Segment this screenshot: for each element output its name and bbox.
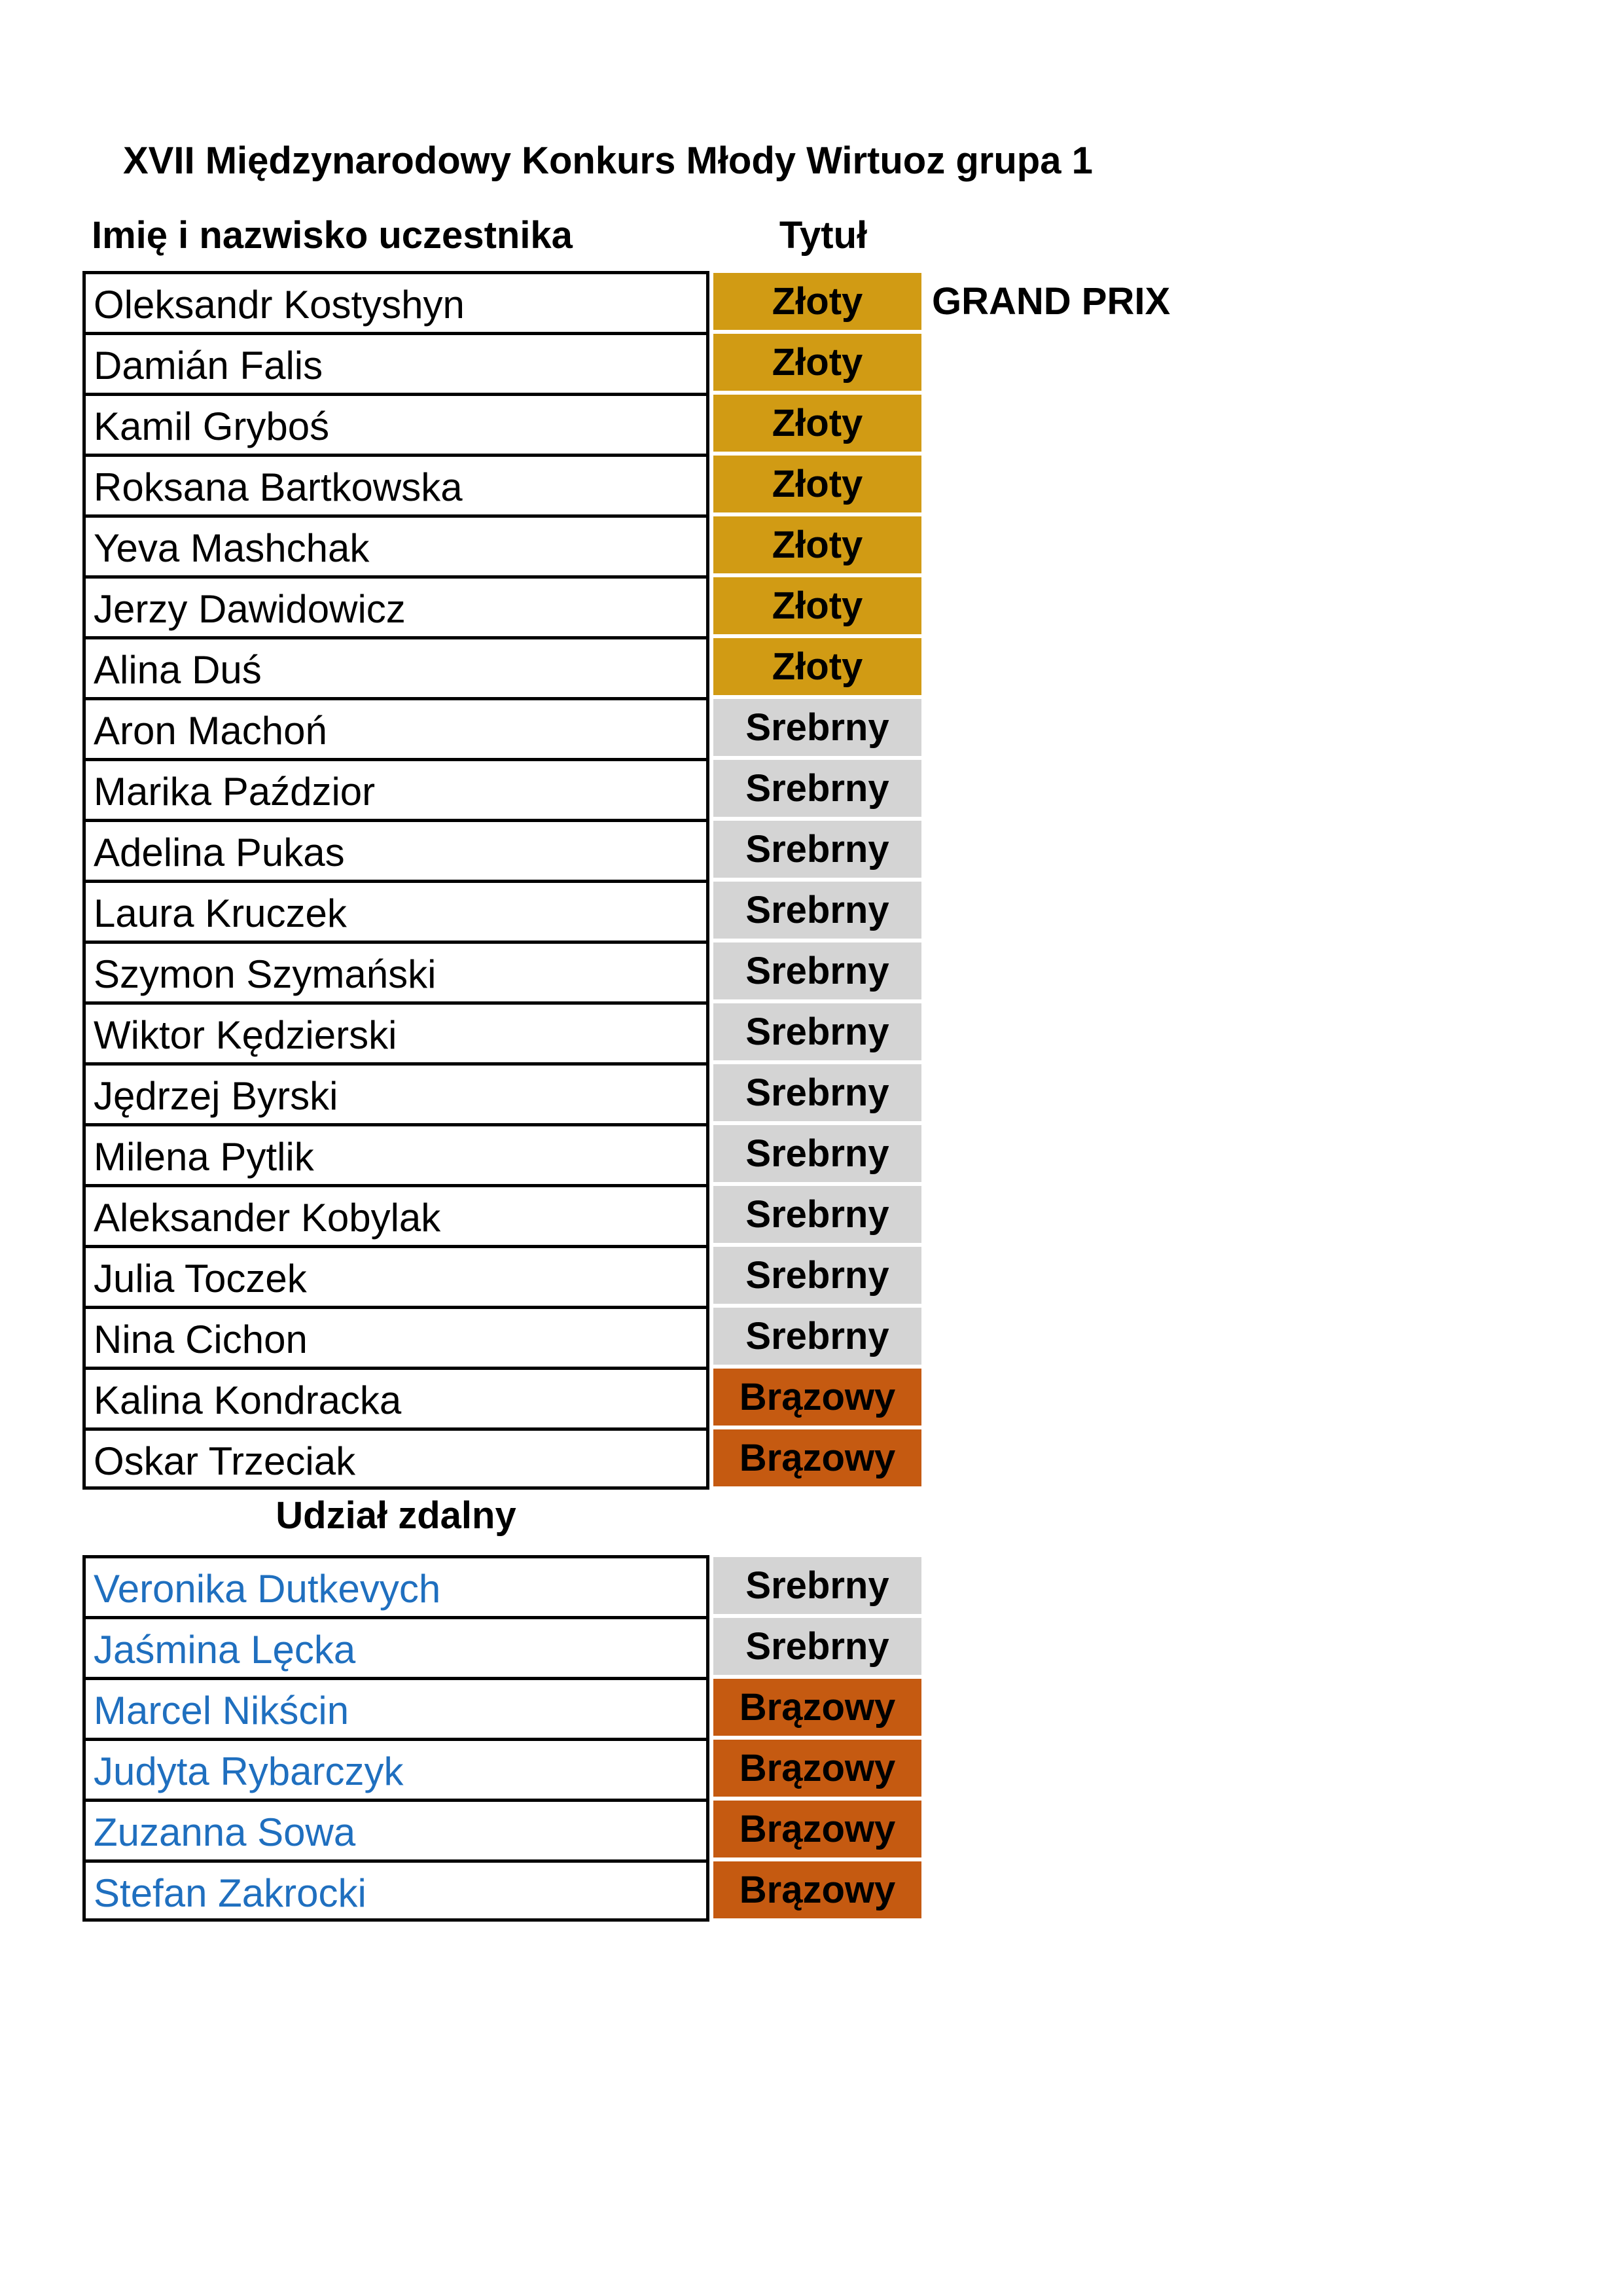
participant-name-cell <box>82 697 709 758</box>
award-cell: Brązowy <box>713 1429 921 1486</box>
award-cell: Złoty <box>713 577 921 634</box>
award-cell: Złoty <box>713 638 921 695</box>
participant-name: Marika Paździor <box>94 770 376 814</box>
award-cell: Złoty <box>713 516 921 573</box>
participant-name-cell <box>82 941 709 1001</box>
participant-name: Jerzy Dawidowicz <box>94 587 406 631</box>
table-row <box>82 941 1046 1001</box>
table-row <box>82 1427 1046 1488</box>
participant-name-cell <box>82 454 709 514</box>
table-row <box>82 454 1046 514</box>
participant-name: Adelina Pukas <box>94 831 345 874</box>
award-cell: Złoty <box>713 273 921 330</box>
table-row <box>82 1367 1046 1427</box>
participant-name-cell <box>82 1427 709 1490</box>
table-row <box>82 1799 1046 1859</box>
award-cell: Srebrny <box>713 821 921 878</box>
award-cell: Srebrny <box>713 1064 921 1121</box>
award-cell: Srebrny <box>713 760 921 817</box>
award-cell: Srebrny <box>713 1618 921 1675</box>
participant-name-cell <box>82 1184 709 1245</box>
participant-name: Kalina Kondracka <box>94 1378 402 1422</box>
participant-name: Aleksander Kobylak <box>94 1196 441 1240</box>
participant-name-cell <box>82 1062 709 1123</box>
award-cell: Brązowy <box>713 1369 921 1426</box>
award-cell: Złoty <box>713 334 921 391</box>
participant-name: Kamil Gryboś <box>94 404 330 448</box>
award-cell: Srebrny <box>713 882 921 939</box>
table-row <box>82 697 1046 758</box>
award-cell: Srebrny <box>713 1557 921 1614</box>
participant-name: Aron Machoń <box>94 709 327 753</box>
award-cell: Srebrny <box>713 1247 921 1304</box>
participant-name: Jaśmina Lęcka <box>94 1628 356 1672</box>
table-row <box>82 636 1046 697</box>
participant-name-cell <box>82 1245 709 1306</box>
column-header-name: Imię i nazwisko uczestnika <box>92 214 573 257</box>
table-row <box>82 575 1046 636</box>
participant-name-cell <box>82 1859 709 1922</box>
participant-name: Oskar Trzeciak <box>94 1439 356 1483</box>
participant-name: Stefan Zakrocki <box>94 1871 366 1915</box>
award-cell: Brązowy <box>713 1679 921 1736</box>
table-row <box>82 1555 1046 1616</box>
table-row <box>82 1306 1046 1367</box>
grand-prix-label: GRAND PRIX <box>932 280 1171 323</box>
award-cell: Srebrny <box>713 1186 921 1243</box>
participant-name-cell <box>82 1799 709 1859</box>
participant-name-cell <box>82 1306 709 1367</box>
participant-name: Wiktor Kędzierski <box>94 1013 397 1057</box>
participant-name-cell <box>82 1123 709 1184</box>
participant-name: Szymon Szymański <box>94 952 437 996</box>
participant-name-cell <box>82 1367 709 1427</box>
participant-name-cell <box>82 271 709 332</box>
participant-name: Milena Pytlik <box>94 1135 314 1179</box>
participant-name: Yeva Mashchak <box>94 526 370 570</box>
participant-name-cell <box>82 1001 709 1062</box>
table-row <box>82 271 1171 332</box>
award-cell: Srebrny <box>713 1125 921 1182</box>
participant-name: Zuzanna Sowa <box>94 1810 356 1854</box>
award-cell: Srebrny <box>713 942 921 999</box>
participant-name-cell <box>82 332 709 393</box>
participant-name: Laura Kruczek <box>94 891 347 935</box>
table-row <box>82 1859 1046 1920</box>
table-row <box>82 1677 1046 1738</box>
award-cell: Srebrny <box>713 1308 921 1365</box>
participant-name-cell <box>82 514 709 575</box>
table-row <box>82 1062 1046 1123</box>
remote-results-table <box>82 1555 1046 1920</box>
participant-name-cell <box>82 1616 709 1677</box>
table-row <box>82 514 1046 575</box>
table-row <box>82 1184 1046 1245</box>
participant-name-cell <box>82 1738 709 1799</box>
participant-name: Judyta Rybarczyk <box>94 1749 404 1793</box>
participant-name: Alina Duś <box>94 648 262 692</box>
participant-name-cell <box>82 575 709 636</box>
table-row <box>82 1123 1046 1184</box>
award-cell: Brązowy <box>713 1740 921 1797</box>
participant-name: Marcel Nikścin <box>94 1689 349 1732</box>
participant-name: Roksana Bartkowska <box>94 465 463 509</box>
award-cell: Złoty <box>713 456 921 512</box>
award-cell: Złoty <box>713 395 921 452</box>
participant-name-cell <box>82 819 709 880</box>
award-cell: Srebrny <box>713 699 921 756</box>
column-header-title: Tytuł <box>779 214 868 257</box>
participant-name-cell <box>82 1677 709 1738</box>
table-row <box>82 393 1046 454</box>
participant-name: Oleksandr Kostyshyn <box>94 283 465 327</box>
remote-participation-heading: Udział zdalny <box>276 1494 516 1537</box>
participant-name-cell <box>82 1555 709 1616</box>
table-row <box>82 332 1046 393</box>
participant-name: Damián Falis <box>94 344 323 387</box>
participant-name: Veronika Dutkevych <box>94 1567 441 1611</box>
award-cell: Brązowy <box>713 1801 921 1857</box>
participant-name-cell <box>82 636 709 697</box>
main-results-table <box>82 271 1171 1488</box>
participant-name-cell <box>82 393 709 454</box>
award-cell: Srebrny <box>713 1003 921 1060</box>
participant-name-cell <box>82 758 709 819</box>
participant-name: Jędrzej Byrski <box>94 1074 338 1118</box>
table-row <box>82 758 1046 819</box>
table-row <box>82 819 1046 880</box>
table-row <box>82 1738 1046 1799</box>
participant-name: Nina Cichon <box>94 1318 308 1361</box>
table-row <box>82 1001 1046 1062</box>
participant-name-cell <box>82 880 709 941</box>
document-title: XVII Międzynarodowy Konkurs Młody Wirtuoz grupa 1 <box>123 139 1093 182</box>
table-row <box>82 880 1046 941</box>
table-row <box>82 1245 1046 1306</box>
participant-name: Julia Toczek <box>94 1257 307 1300</box>
award-cell: Brązowy <box>713 1861 921 1918</box>
table-row <box>82 1616 1046 1677</box>
